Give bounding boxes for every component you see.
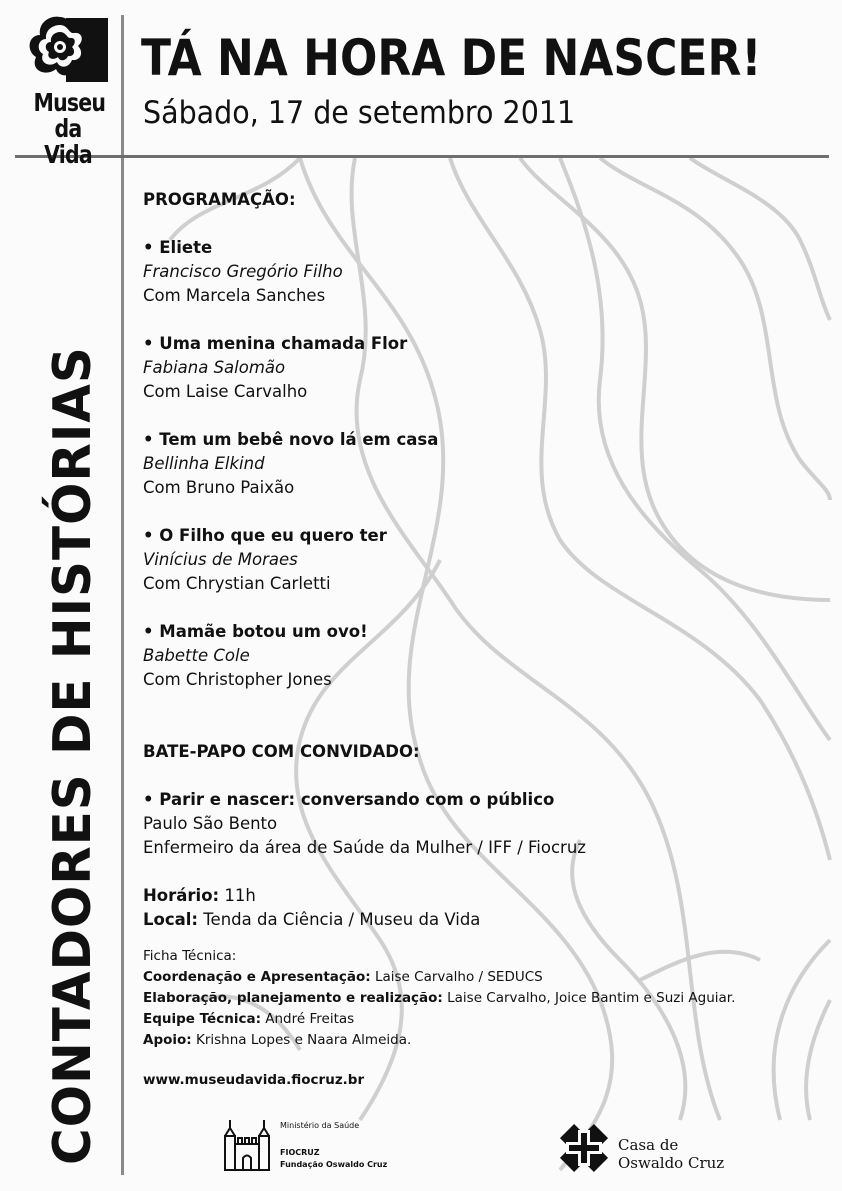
program-item [143, 620, 823, 692]
program-item [143, 428, 823, 500]
cross-emblem-icon [558, 1122, 610, 1174]
casa-oswaldo-cruz-logo [558, 1122, 738, 1178]
page-title: TÁ NA HORA DE NASCER! [141, 29, 762, 87]
local-value: Tenda da Ciência / Museu da Vida [198, 910, 481, 929]
ficha-row [143, 1030, 823, 1051]
castle-icon [222, 1116, 274, 1172]
horario-value: 11h [219, 886, 256, 905]
program-item-title: • Mamãe botou um ovo! [143, 622, 368, 641]
fiocruz-label: FIOCRUZ [280, 1148, 320, 1157]
local-row [143, 908, 823, 932]
program-item-with: Com Bruno Paixão [143, 478, 295, 497]
program-item [143, 236, 823, 308]
bate-papo-heading: BATE-PAPO COM CONVIDADO: [143, 742, 420, 761]
vertical-divider [121, 15, 124, 1175]
program-item-author: Fabiana Salomão [143, 358, 286, 377]
flower-logo-icon [26, 12, 110, 84]
event-date: Sábado, 17 de setembro 2011 [143, 95, 576, 131]
side-title-text: CONTADORES DE HISTÓRIAS [43, 346, 103, 1165]
program-item-with: Com Laise Carvalho [143, 382, 308, 401]
ficha-label: Elaboração, planejamento e realização: [143, 990, 443, 1006]
program-item-title: • Uma menina chamada Flor [143, 334, 408, 353]
casa-line-2: Oswaldo Cruz [618, 1154, 725, 1172]
program-item-with: Com Chrystian Carletti [143, 574, 331, 593]
program-item-title: • Eliete [143, 238, 213, 257]
ficha-value: Laise Carvalho, Joice Bantim e Suzi Aguiar. [442, 990, 736, 1006]
ficha-label: Apoio: [143, 1032, 192, 1048]
program-item-author: Francisco Gregório Filho [143, 262, 343, 281]
program-item-title: • O Filho que eu quero ter [143, 526, 387, 545]
ficha-label: Coordenação e Apresentação: [143, 969, 371, 985]
museu-da-vida-logo [26, 12, 110, 168]
programacao-heading: PROGRAMAÇÃO: [143, 190, 296, 209]
side-title [45, 312, 101, 1165]
program-item-author: Vinícius de Moraes [143, 550, 298, 569]
website-link[interactable]: www.museudavida.fiocruz.br [143, 1072, 365, 1088]
program-item [143, 524, 823, 596]
ficha-label: Equipe Técnica: [143, 1011, 261, 1027]
ficha-row [143, 967, 823, 988]
program-item-author: Bellinha Elkind [143, 454, 265, 473]
ficha-row [143, 988, 823, 1009]
ministerio-label: Ministério da Saúde [280, 1121, 360, 1130]
program-item-author: Babette Cole [143, 646, 250, 665]
main-content [143, 188, 823, 1091]
horario-label: Horário: [143, 886, 220, 905]
ficha-row [143, 1009, 823, 1030]
program-item-title: • Tem um bebê novo lá em casa [143, 430, 439, 449]
program-item-with: Com Marcela Sanches [143, 286, 326, 305]
program-item [143, 332, 823, 404]
fundacao-label: Fundação Oswaldo Cruz [280, 1160, 388, 1169]
logo-wordmark [33, 88, 106, 169]
fiocruz-logo [222, 1116, 402, 1172]
ficha-tecnica [143, 946, 823, 1091]
ficha-heading: Ficha Técnica: [143, 948, 237, 964]
ficha-value: Laise Carvalho / SEDUCS [370, 969, 543, 985]
casa-line-1: Casa de [618, 1136, 679, 1154]
local-label: Local: [143, 910, 199, 929]
ficha-value: André Freitas [260, 1011, 355, 1027]
logo-line-2: da Vida [44, 114, 92, 169]
logo-line-1: Museu [33, 88, 106, 117]
ficha-value: Krishna Lopes e Naara Almeida. [191, 1032, 412, 1048]
bate-papo-role: Enfermeiro da área de Saúde da Mulher / IFF / Fiocruz [143, 838, 586, 857]
program-item-with: Com Christopher Jones [143, 670, 332, 689]
horario-row [143, 884, 823, 908]
bate-papo-title: • Parir e nascer: conversando com o público [143, 790, 555, 809]
horizontal-divider [15, 155, 829, 158]
bate-papo-guest: Paulo São Bento [143, 814, 278, 833]
